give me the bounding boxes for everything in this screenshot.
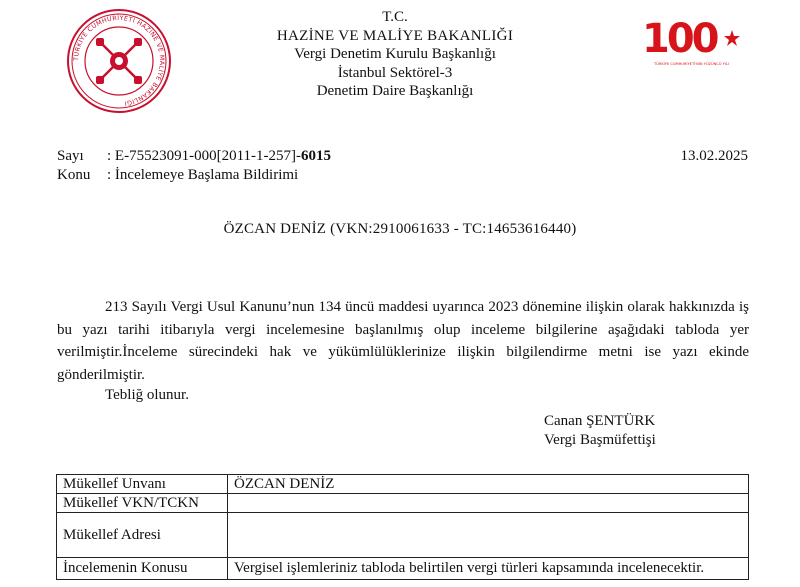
row-value: Vergisel işlemleriniz tabloda belirtilen vergi türleri kapsamında incelenecektir.: [228, 558, 749, 580]
signer-title: Vergi Başmüfettişi: [544, 432, 656, 448]
svg-text:TÜRKİYE CUMHURİYETİ'NİN YÜZÜNC: TÜRKİYE CUMHURİYETİ'NİN YÜZÜNCÜ YILI: [654, 62, 729, 66]
row-label: İncelemenin Konusu: [57, 558, 228, 580]
table-row: [57, 494, 749, 513]
header-tc: T.C.: [382, 9, 408, 25]
svg-text:TÜRKİYE CUMHURİYETİ HAZİNE VE: TÜRKİYE CUMHURİYETİ HAZİNE VE MALİYE BAKANLIĞI: [72, 14, 166, 107]
konu-line: [57, 167, 298, 184]
header-department: Denetim Daire Başkanlığı: [316, 83, 474, 99]
closing-text: Tebliğ olunur.: [105, 387, 189, 403]
row-label: Mükellef VKN/TCKN: [57, 494, 228, 513]
table-row: [57, 558, 749, 580]
row-value: ÖZCAN DENİZ: [228, 475, 749, 494]
header-sector: İstanbul Sektörel-3: [337, 64, 453, 81]
svg-text:100: 100: [642, 16, 717, 62]
taxpayer-info-table: [56, 474, 749, 580]
turkiye-100-logo-icon: [640, 12, 750, 70]
header-board: Vergi Denetim Kurulu Başkanlığı: [294, 46, 496, 62]
sayi-number: 6015: [301, 148, 331, 164]
row-value: [228, 494, 749, 513]
body-paragraph: 213 Sayılı Vergi Usul Kanunu’nun 134 üncü maddesi uyarınca 2023 dönemine ilişkin olarak hakkınızda iş bu yazı tarihi itibarıyla vergi incelemesine başlanılmış olup inceleme bilgilerine aşağıdaki tabloda yer verilmiştir.İnceleme sürecindeki hak ve yükümlülüklerinize ilişkin bilgilendirme metni ise yazı ekinde gönderilmiştir.: [57, 299, 749, 384]
konu-value: : İncelemeye Başlama Bildirimi: [107, 167, 299, 183]
row-label: Mükellef Adresi: [57, 513, 228, 558]
header-ministry: HAZİNE VE MALİYE BAKANLIĞI: [276, 27, 514, 44]
sayi-line: [57, 148, 331, 165]
sayi-value: : E-75523091-000[2011-1-257]-: [107, 148, 301, 164]
sayi-label: Sayı: [57, 148, 84, 164]
signature-block: [544, 412, 656, 450]
ministry-seal-icon: [66, 8, 172, 114]
signer-name: Canan ŞENTÜRK: [544, 413, 656, 429]
table-row: [57, 475, 749, 494]
document-date: 13.02.2025: [680, 148, 748, 164]
row-label: Mükellef Unvanı: [57, 475, 228, 494]
konu-label: Konu: [57, 167, 91, 183]
letterhead: [210, 8, 580, 101]
row-value: [228, 513, 749, 558]
table-row: [57, 513, 749, 558]
addressee: ÖZCAN DENİZ (VKN:2910061633 - TC:14653616440): [223, 221, 577, 237]
